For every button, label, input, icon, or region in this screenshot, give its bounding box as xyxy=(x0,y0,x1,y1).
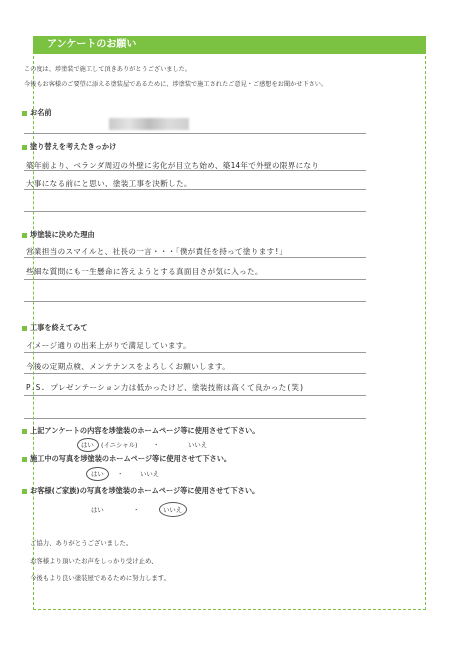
rule xyxy=(24,257,366,258)
footer-line-3: 今後もより良い塗装屋であるために努力します。 xyxy=(30,574,171,582)
redacted-name xyxy=(109,118,189,130)
q3-separator: ・ xyxy=(133,506,140,514)
intro-line-1: この度は、埗塗装で施工して頂きありがとうございました。 xyxy=(24,66,192,73)
bullet-icon xyxy=(22,429,27,434)
question-construction-photos: 施工中の写真を埗塗装のホームページ等に使用させて下さい。 xyxy=(22,454,231,464)
q1-separator: ・ xyxy=(153,441,160,449)
intro-line-2: 今後もお客様のご要望に添える塗装屋であるために、埗塗装で施工されたご意見・ご感想をお聞かせ下さい。 xyxy=(24,81,328,88)
question-survey-usage: 上記アンケートの内容を埗塗装のホームページ等に使用させて下さい。 xyxy=(22,426,259,436)
rule xyxy=(24,189,366,190)
answer-3-line-3: P.S. プレゼンテーション力は低かったけど、塗装技術は高くて良かった(笑) xyxy=(26,383,305,392)
section-reason-repaint: 塗り替えを考えたきっかけ xyxy=(22,142,116,152)
rule xyxy=(24,352,366,353)
bullet-icon xyxy=(22,233,27,238)
answer-1-line-2: 大事になる前にと思い、塗装工事を決断した。 xyxy=(26,179,192,188)
q1-no-option[interactable]: いいえ xyxy=(188,441,208,449)
answer-2-line-2: 些細な質問にも一生懸命に答えようとする真面目さが気に入った。 xyxy=(26,267,263,276)
bullet-icon xyxy=(22,457,27,462)
q2-no-option[interactable]: いいえ xyxy=(140,470,160,478)
section-reason-company: 埗塗装に決めた理由 xyxy=(22,230,95,240)
rule xyxy=(24,301,366,302)
answer-1-line-1: 築年前より、ベランダ周辺の外壁に劣化が目立ち始め、築14年で外壁の限界になり xyxy=(26,161,320,170)
bullet-icon xyxy=(22,111,27,116)
answer-3-line-1: イメージ通りの出来上がりで満足しています。 xyxy=(26,341,191,350)
q2-separator: ・ xyxy=(117,470,124,478)
q2-yes-option[interactable]: はい xyxy=(91,470,104,478)
rule xyxy=(24,395,366,396)
bullet-icon xyxy=(22,145,27,150)
survey-sheet xyxy=(33,36,426,610)
q1-yes-option[interactable]: はい xyxy=(81,441,94,449)
rule xyxy=(24,279,366,280)
survey-title: アンケートのお願い xyxy=(33,36,426,54)
footer-line-2: お客様より頂いたお声をしっかり受け止め、 xyxy=(30,557,158,565)
rule xyxy=(24,418,366,419)
answer-2-line-1: 営業担当のスマイルと、社長の一言・・・「僕が責任を持って塗ります!」 xyxy=(26,247,288,256)
question-customer-photos: お客様(ご家族)の写真を埗塗装のホームページ等に使用させて下さい。 xyxy=(22,486,259,496)
q3-no-option[interactable]: いいえ xyxy=(163,506,183,514)
section-after-work: 工事を終えてみて xyxy=(22,323,88,333)
footer-line-1: ご協力、ありがとうございました。 xyxy=(30,539,133,547)
name-label: お名前 xyxy=(22,108,52,118)
bullet-icon xyxy=(22,489,27,494)
bullet-icon xyxy=(22,326,27,331)
rule xyxy=(24,211,366,212)
rule xyxy=(24,170,366,171)
rule xyxy=(24,373,366,374)
name-rule xyxy=(24,133,366,134)
q3-yes-option[interactable]: はい xyxy=(91,506,104,514)
q1-yes-note: (イニシャル) xyxy=(101,441,138,449)
answer-3-line-2: 今後の定期点検、メンテナンスをよろしくお願いします。 xyxy=(26,362,231,371)
